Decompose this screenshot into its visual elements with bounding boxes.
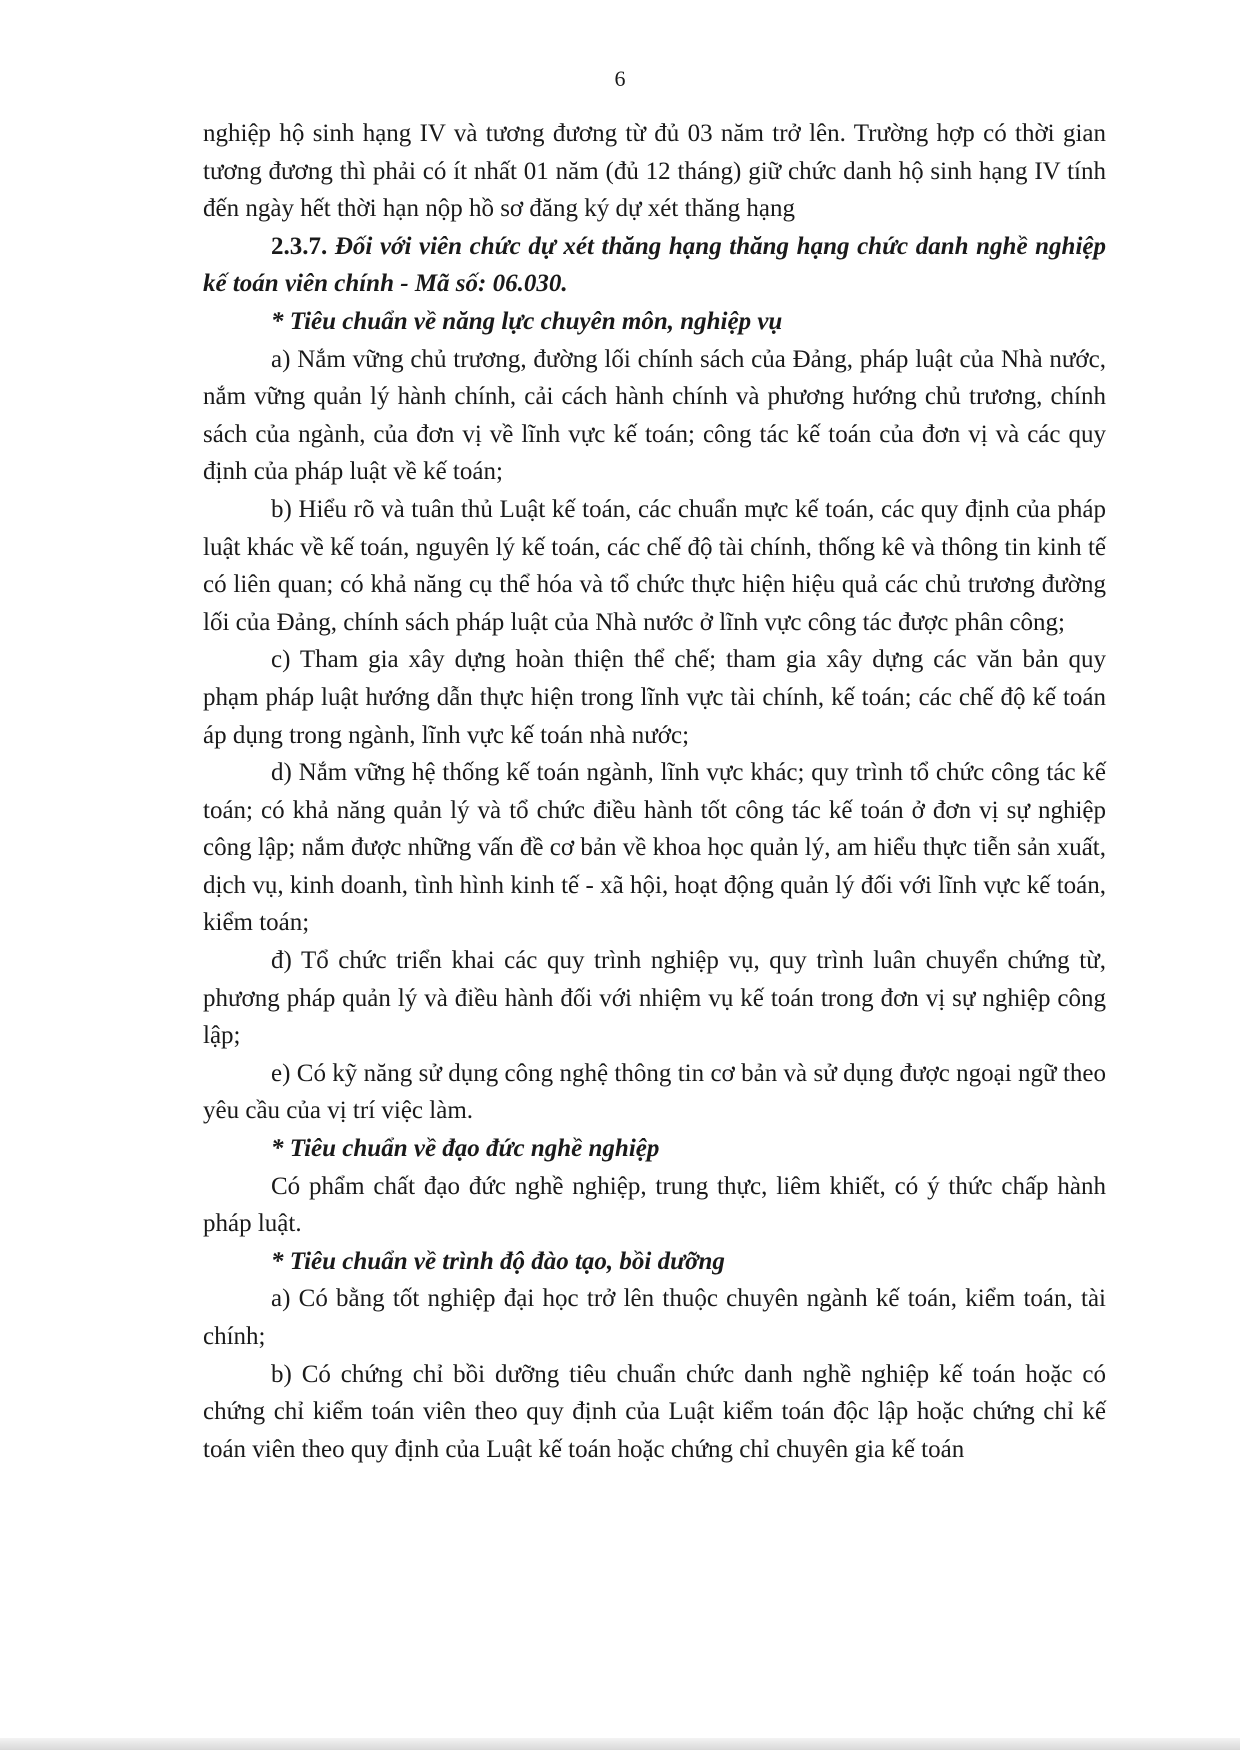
page-number: 6	[614, 66, 626, 91]
standard-item: Có phẩm chất đạo đức nghề nghiệp, trung thực, liêm khiết, có ý thức chấp hành pháp luật.	[203, 1172, 1106, 1238]
standard-heading-professional: * Tiêu chuẩn về năng lực chuyên môn, nghiệp vụ	[271, 307, 783, 335]
standard-item: a) Nắm vững chủ trương, đường lối chính sách của Đảng, pháp luật của Nhà nước, nắm vững quản lý hành chính, cải cách hành chính và phương hướng chủ trương, chính sách của ngành, của đơn vị về lĩnh vực kế toán; công tác kế toán của đơn vị và các quy định của pháp luật về kế toán;	[203, 345, 1106, 486]
scan-edge	[0, 1738, 1240, 1750]
section-title: Đối với viên chức dự xét thăng hạng thăng hạng chức danh nghề nghiệp kế toán viên chính - Mã số: 06.030.	[203, 232, 1107, 298]
standard-item: a) Có bằng tốt nghiệp đại học trở lên thuộc chuyên ngành kế toán, kiểm toán, tài chính;	[203, 1285, 1106, 1350]
intro-paragraph: nghiệp hộ sinh hạng IV và tương đương từ đủ 03 năm trở lên. Trường hợp có thời gian tương đương thì phải có ít nhất 01 năm (đủ 12 tháng) giữ chức danh hộ sinh hạng IV tính đến ngày hết thời hạn nộp hồ sơ đăng ký dự xét thăng hạng	[203, 120, 1106, 223]
section-number: 2.3.7.	[271, 232, 328, 260]
standard-item: d) Nắm vững hệ thống kế toán ngành, lĩnh vực khác; quy trình tổ chức công tác kế toán; có khả năng quản lý và tổ chức điều hành tốt công tác kế toán ở đơn vị sự nghiệp công lập; nắm được những vấn đề cơ bản về khoa học quản lý, am hiểu thực tiễn sản xuất, dịch vụ, kinh doanh, tình hình kinh tế - xã hội, hoạt động quản lý đối với lĩnh vực kế toán, kiểm toán;	[203, 759, 1106, 937]
document-body	[203, 115, 1106, 1468]
standard-item: đ) Tổ chức triển khai các quy trình nghiệp vụ, quy trình luân chuyển chứng từ, phương pháp quản lý và điều hành đối với nhiệm vụ kế toán trong đơn vị sự nghiệp công lập;	[203, 947, 1106, 1050]
standard-heading-ethics: * Tiêu chuẩn về đạo đức nghề nghiệp	[271, 1135, 660, 1163]
standard-heading-training: * Tiêu chuẩn về trình độ đào tạo, bồi dưỡng	[271, 1247, 725, 1275]
standard-item: b) Hiểu rõ và tuân thủ Luật kế toán, các chuẩn mực kế toán, các quy định của pháp luật khác về kế toán, nguyên lý kế toán, các chế độ tài chính, thống kê và thông tin kinh tế có liên quan; có khả năng cụ thể hóa và tổ chức thực hiện hiệu quả các chủ trương đường lối của Đảng, chính sách pháp luật của Nhà nước ở lĩnh vực công tác được phân công;	[203, 495, 1106, 636]
standard-item: e) Có kỹ năng sử dụng công nghệ thông tin cơ bản và sử dụng được ngoại ngữ theo yêu cầu của vị trí việc làm.	[203, 1059, 1106, 1125]
standard-item: c) Tham gia xây dựng hoàn thiện thể chế; tham gia xây dựng các văn bản quy phạm pháp luật hướng dẫn thực hiện trong lĩnh vực tài chính, kế toán; các chế độ kế toán áp dụng trong ngành, lĩnh vực kế toán nhà nước;	[203, 646, 1106, 749]
standard-item: b) Có chứng chỉ bồi dưỡng tiêu chuẩn chức danh nghề nghiệp kế toán hoặc có chứng chỉ kiểm toán viên theo quy định của Luật kiểm toán độc lập hoặc chứng chỉ kế toán viên theo quy định của Luật kế toán hoặc chứng chỉ chuyên gia kế toán	[203, 1360, 1106, 1463]
section-heading	[203, 228, 1106, 303]
